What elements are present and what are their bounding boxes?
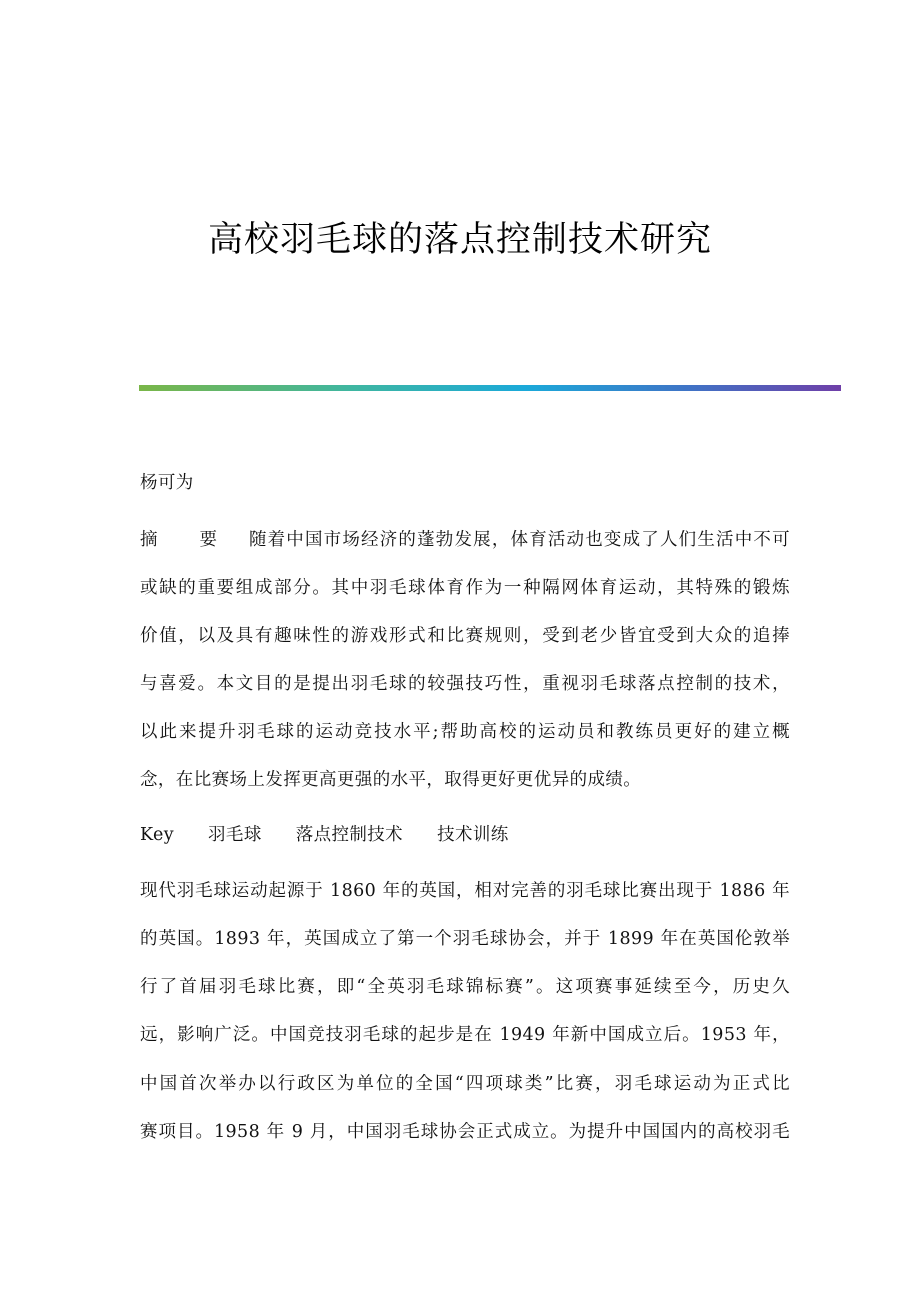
body-line-1: 现代羽毛球运动起源于 1860 年的英国，相对完善的羽毛球比赛出现于 1886 年 <box>140 881 790 901</box>
body-line-5: 中国首次举办以行政区为单位的全国“四项球类”比赛，羽毛球运动为正式比 <box>140 1074 790 1094</box>
keyword-item: 羽毛球 <box>208 825 262 845</box>
body-line-4: 远，影响广泛。中国竞技羽毛球的起步是在 1949 年新中国成立后。1953 年， <box>140 1025 790 1045</box>
author-name: 杨可为 <box>140 473 194 493</box>
abstract-line-4: 与喜爱。本文目的是提出羽毛球的较强技巧性，重视羽毛球落点控制的技术， <box>140 674 790 694</box>
keywords-label: Key <box>140 825 175 845</box>
body-line-3: 行了首届羽毛球比赛，即“全英羽毛球锦标赛”。这项赛事延续至今，历史久 <box>140 977 790 997</box>
abstract-line-1 <box>140 527 790 553</box>
abstract-line-6: 念，在比赛场上发挥更高更强的水平，取得更好更优异的成绩。 <box>140 770 642 790</box>
keyword-item: 落点控制技术 <box>295 825 404 845</box>
keywords-row <box>140 822 790 848</box>
body-line-2: 的英国。1893 年，英国成立了第一个羽毛球协会，并于 1899 年在英国伦敦举 <box>140 929 790 949</box>
abstract-label-second: 要 <box>198 530 219 550</box>
abstract-line-3: 价值，以及具有趣味性的游戏形式和比赛规则，受到老少皆宜受到大众的追捧 <box>140 626 790 646</box>
abstract-line-2: 或缺的重要组成部分。其中羽毛球体育作为一种隔网体育运动，其特殊的锻炼 <box>140 578 790 598</box>
title-divider <box>139 385 841 391</box>
abstract-label-first: 摘 <box>140 530 159 550</box>
abstract-text: 随着中国市场经济的蓬勃发展，体育活动也变成了人们生活中不可 <box>248 530 790 550</box>
keyword-item: 技术训练 <box>437 825 509 845</box>
body-line-6: 赛项目。1958 年 9 月，中国羽毛球协会正式成立。为提升中国国内的高校羽毛 <box>140 1122 790 1142</box>
abstract-line-5: 以此来提升羽毛球的运动竞技水平;帮助高校的运动员和教练员更好的建立概 <box>140 722 790 742</box>
document-title: 高校羽毛球的落点控制技术研究 <box>207 220 712 260</box>
